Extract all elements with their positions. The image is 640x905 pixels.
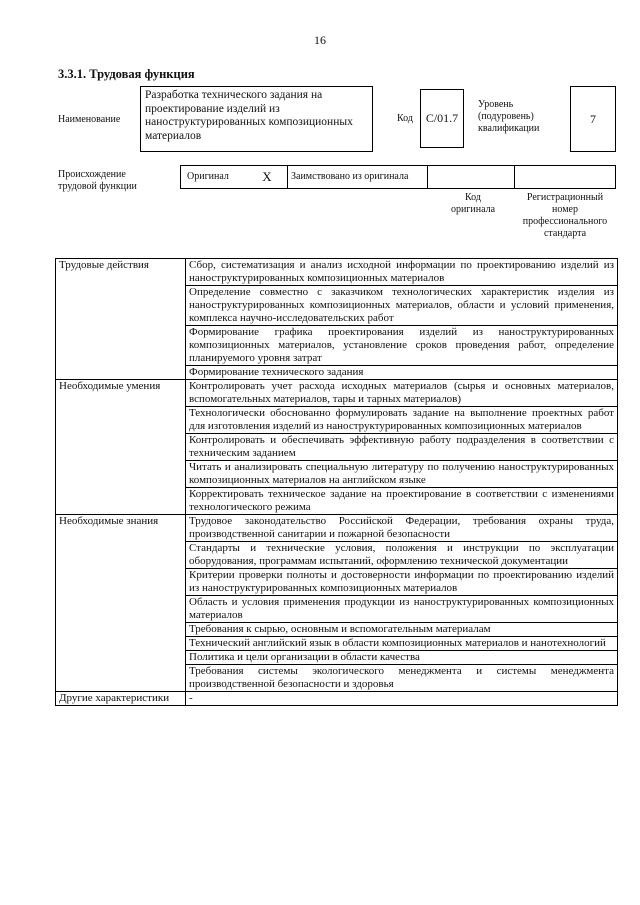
section-heading: Другие характеристики [56, 692, 186, 706]
table-row [56, 380, 618, 407]
section-item: Контролировать и обеспечивать эффективную работу подразделения в соответствии с техническим заданием [186, 434, 618, 461]
section-heading: Необходимые умения [56, 380, 186, 515]
section-item: Стандарты и технические условия, положения и инструкции по эксплуатации оборудования, программам испытаний, оформлению технической документации [186, 542, 618, 569]
original-code-caption: Код оригинала [450, 192, 496, 215]
section-item: Технический английский язык в области композиционных материалов и нанотехнологий [186, 637, 618, 651]
table-row [56, 515, 618, 542]
original-mark: X [262, 169, 272, 184]
section-heading: Необходимые знания [56, 515, 186, 692]
section-item: Формирование технического задания [186, 366, 618, 380]
origin-divider [514, 166, 515, 188]
borrowed-label: Заимствовано из оригинала [291, 171, 409, 182]
section-item: Область и условия применения продукции из наноструктурированных композиционных материалов [186, 596, 618, 623]
section-item: - [186, 692, 618, 706]
section-item: Контролировать учет расхода исходных материалов (сырья и основных материалов, вспомогательных материалов, тары и тарных материалов) [186, 380, 618, 407]
origin-row [180, 165, 616, 189]
registration-number-caption: Регистрационный номер профессионального стандарта [522, 192, 608, 239]
origin-divider [287, 166, 288, 188]
section-item: Политика и цели организации в области качества [186, 651, 618, 665]
section-item: Формирование графика проектирования изделий из наноструктурированных композиционных материалов, установление сроков проведения работ, определение планируемого уровня затрат [186, 326, 618, 366]
table-row [56, 259, 618, 286]
qualification-level-value: 7 [570, 86, 616, 152]
section-item: Определение совместно с заказчиком технологических характеристик изделия из наноструктурированных композиционных материалов, области и условий применения, комплекса научно-исследовательских работ [186, 286, 618, 326]
table-row [56, 692, 618, 706]
section-item: Требования системы экологического менеджмента и системы менеджмента производственной безопасности и здоровья [186, 665, 618, 692]
section-item: Критерии проверки полноты и достоверности информации по проектированию изделий из наноструктурированных композиционных материалов [186, 569, 618, 596]
qualification-level-label: Уровень (подуровень) квалификации [478, 99, 540, 134]
section-heading: Трудовые действия [56, 259, 186, 380]
code-label: Код [397, 113, 413, 124]
section-title: 3.3.1. Трудовая функция [58, 67, 195, 81]
section-item: Читать и анализировать специальную литературу по получению наноструктурированных композиционных материалов на английском языке [186, 461, 618, 488]
section-item: Корректировать техническое задание на проектирование в соответствии с изменениями технологического режима [186, 488, 618, 515]
function-details-table [55, 258, 618, 706]
name-label: Наименование [58, 114, 121, 125]
section-item: Требования к сырью, основным и вспомогательным материалам [186, 623, 618, 637]
original-label: Оригинал [187, 171, 229, 182]
origin-divider [427, 166, 428, 188]
page-number: 16 [314, 33, 326, 47]
origin-label: Происхождение трудовой функции [58, 169, 137, 192]
code-value: C/01.7 [420, 89, 464, 148]
section-item: Сбор, систематизация и анализ исходной информации по проектированию изделий из наноструктурированных композиционных материалов [186, 259, 618, 286]
function-name-value: Разработка технического задания на проектирование изделий из наноструктурированных композиционных материалов [140, 86, 373, 152]
section-item: Трудовое законодательство Российской Федерации, требования охраны труда, производственной санитарии и пожарной безопасности [186, 515, 618, 542]
section-item: Технологически обоснованно формулировать задание на выполнение проектных работ для изготовления изделий из наноструктурированных композиционных материалов [186, 407, 618, 434]
